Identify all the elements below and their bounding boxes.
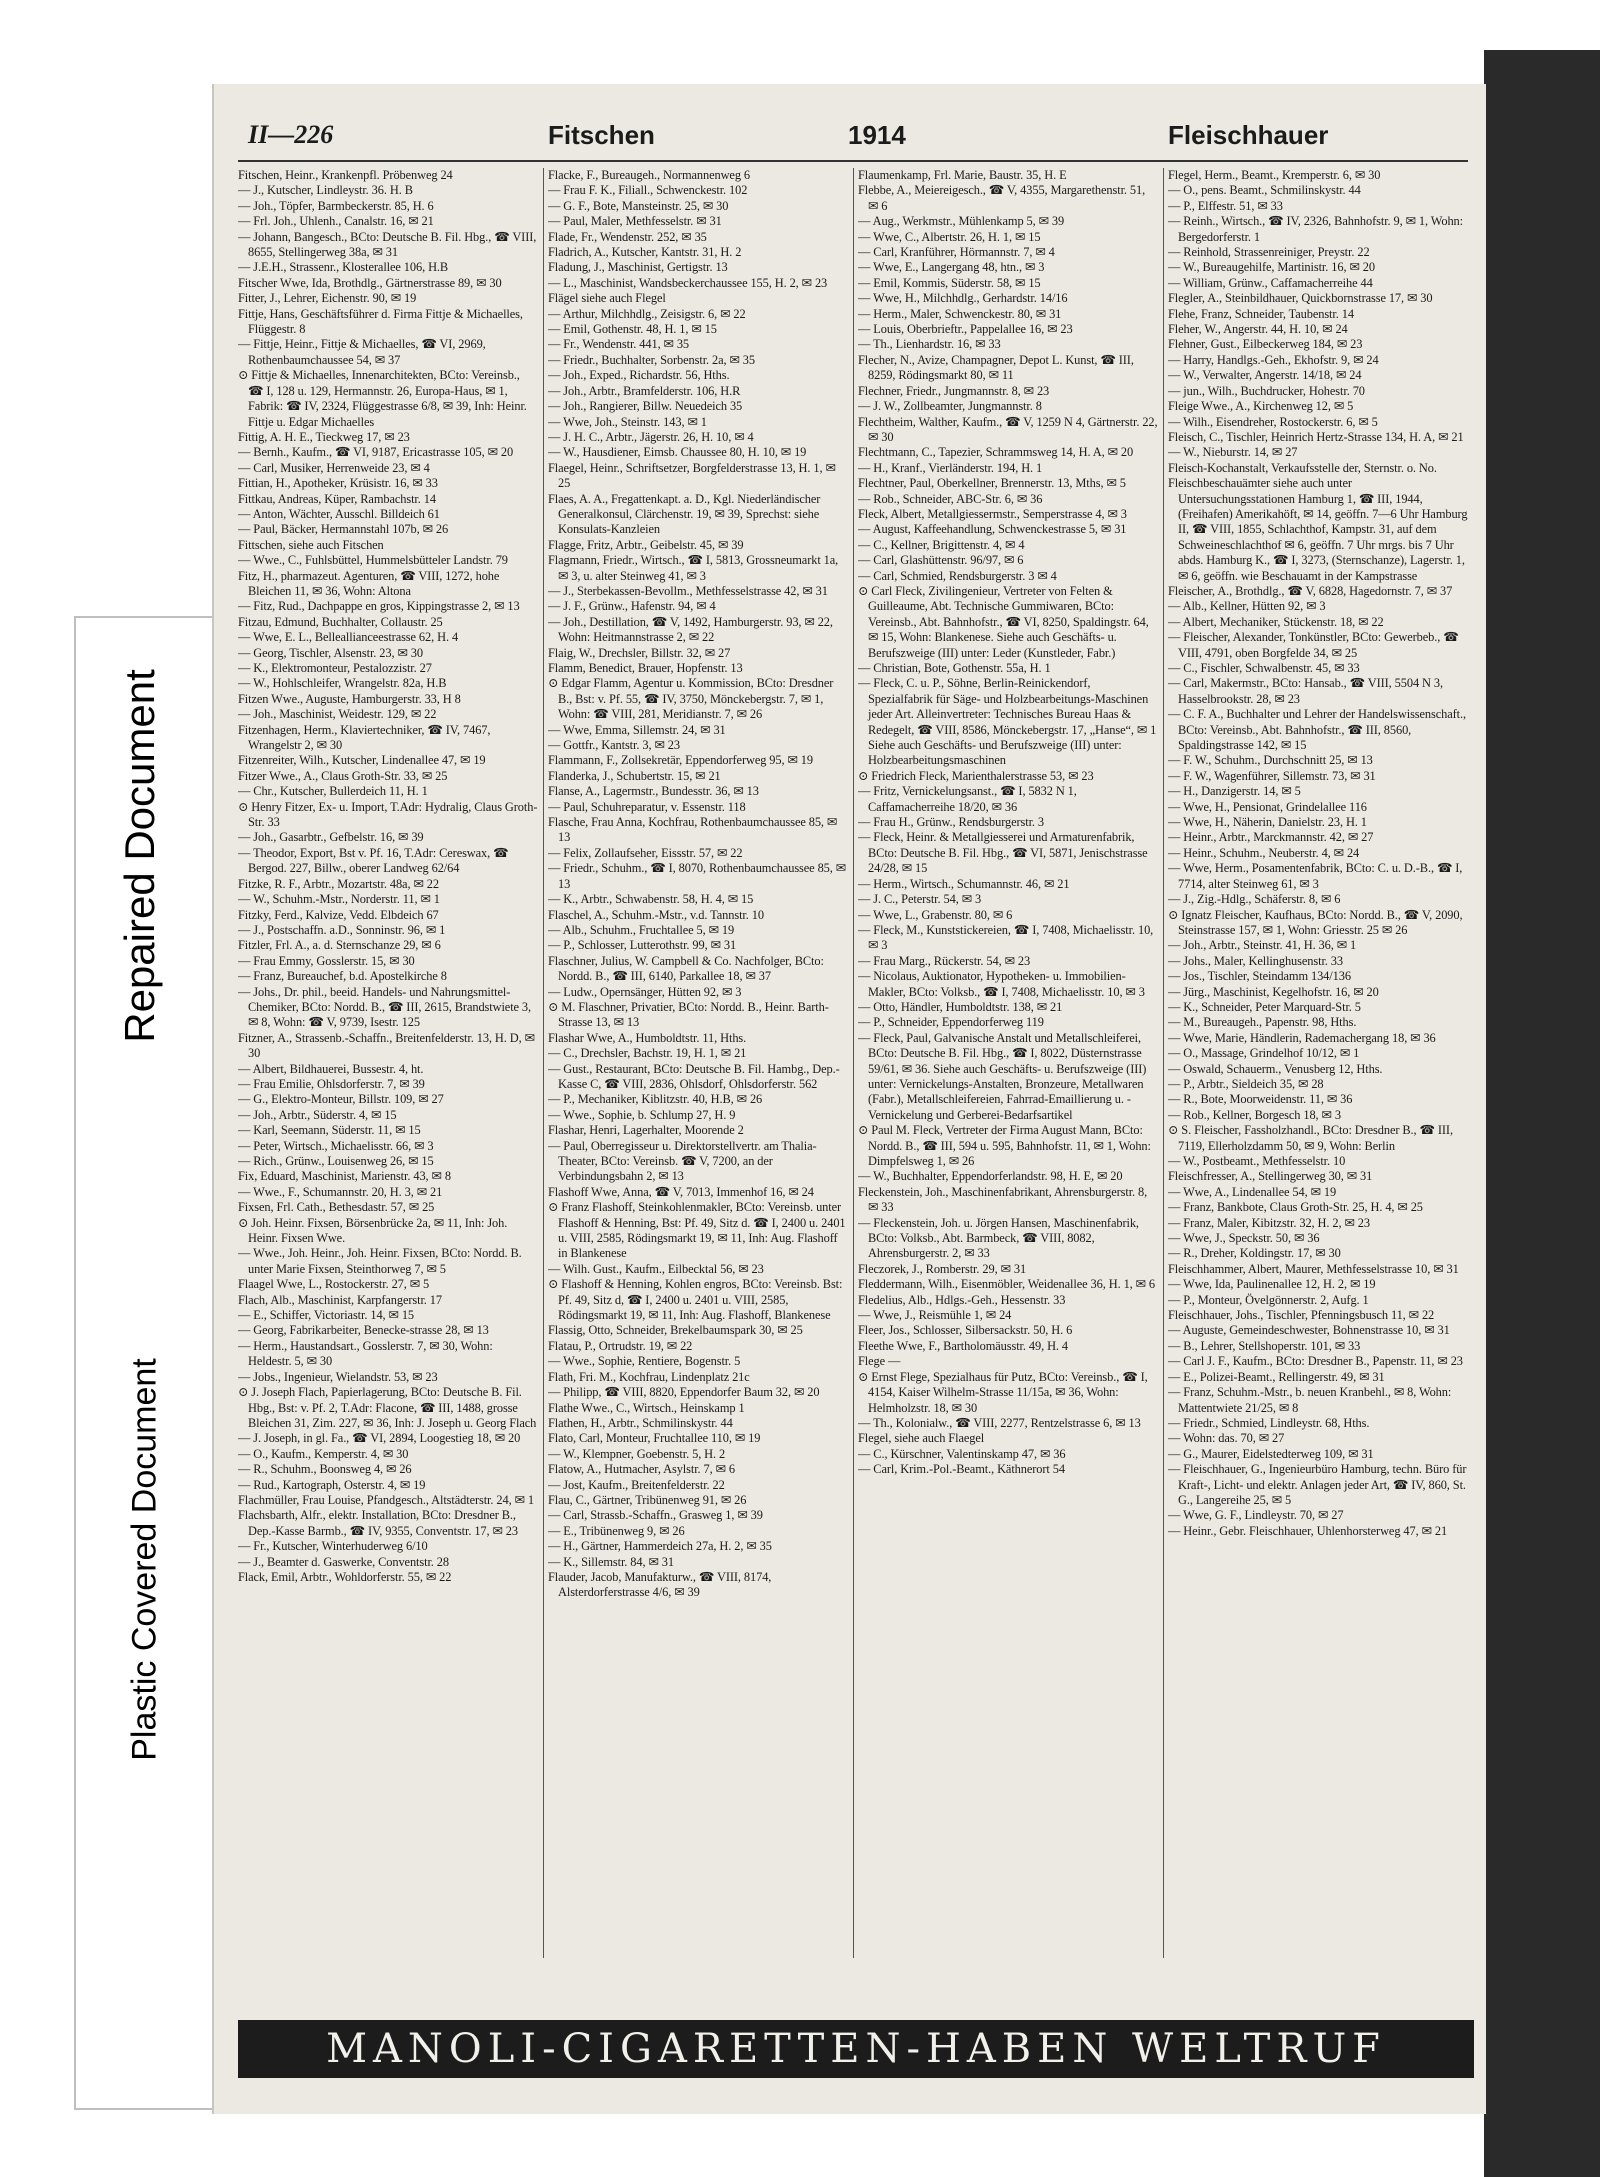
directory-entry: — Christian, Bote, Gothenstr. 55a, H. 1 [858,661,1051,675]
directory-entry: — P., Schlosser, Lutterothstr. 99, ✉ 31 [548,938,737,953]
directory-entry: — Otto, Händler, Humboldtstr. 138, ✉ 21 [858,999,1063,1014]
directory-entry: — K., Sillemstr. 84, ✉ 31 [548,1554,674,1569]
directory-entry: Flechner, Friedr., Jungmannstr. 8, ✉ 23 [858,383,1050,398]
directory-entry: — Herm., Haustandsart., Gosslerstr. 7, ✉ 30, Wohn: Heldestr. 5, ✉ 30 [238,1338,493,1369]
directory-entry: — Wwe., F., Schumannstr. 20, H. 3, ✉ 21 [238,1184,443,1199]
directory-entry: Fitzen Wwe., Auguste, Hamburgerstr. 33, H 8 [238,691,461,706]
directory-entry: Fleer, Jos., Schlosser, Silbersackstr. 50, H. 6 [858,1323,1073,1338]
directory-entry: — Frl. Joh., Uhlenh., Canalstr. 16, ✉ 21 [238,214,434,229]
directory-entry: — Fleck, Paul, Galvanische Anstalt und Metallschleiferei, BCto: Deutsche B. Fil. Hbg., ☎ I, 8022, Düsternstrasse 59/61, ✉ 36. Siehe auch Geschäfts- u. Berufszweige (III) unter: Vernickelungs-Anstalten, Bronzeure, Metallwaren (Fabr.), Metallschleifereien, Fahrrad-Emaillierung u. -Vernickelung und Gerberei-Bedarfsartikel [858,1030,1147,1122]
directory-entry: — Rich., Grünw., Louisenweg 26, ✉ 15 [238,1154,434,1168]
directory-entry: — F. W., Schuhm., Durchschnitt 25, ✉ 13 [1168,753,1373,768]
directory-entry: — Auguste, Gemeindeschwester, Bohnenstrasse 10, ✉ 31 [1168,1323,1450,1338]
directory-entry: — Wwe, H., Näherin, Danielstr. 23, H. 1 [1168,815,1367,830]
directory-entry: — W., Hohlschleifer, Wrangelstr. 82a, H.B [238,676,447,691]
directory-entry: Flanderka, J., Schubertstr. 15, ✉ 21 [548,768,721,783]
directory-entry: Fleischhammer, Albert, Maurer, Methfesselstrasse 10, ✉ 31 [1168,1261,1459,1276]
directory-entry: — Peter, Wirtsch., Michaelisstr. 66, ✉ 3 [238,1138,434,1153]
directory-entry: ⊙ Franz Flashoff, Steinkohlenmakler, BCto: Vereinsb. unter Flashoff & Henning, Bst: Pf. 49, Sitz d. ☎ I, 2400 u. 2401 u. VIII, 2585, Rödingsmarkt 19, ✉ 11, Inh: Aug. Flashoff in Blankenese [548,1200,846,1261]
directory-columns [238,168,1474,1968]
advertisement-banner: MANOLI-CIGARETTEN-HABEN WELTRUF [238,2020,1474,2078]
directory-entry: — P., Monteur, Övelgönnerstr. 2, Aufg. 1 [1168,1292,1369,1307]
directory-entry: — Carl, Schmied, Rendsburgerstr. 3 ✉ 4 [858,568,1057,583]
directory-entry: — O., Kaufm., Kemperstr. 4, ✉ 30 [238,1446,409,1461]
directory-entry: — Fittje, Heinr., Fittje & Michaelles, ☎ VI, 2969, Rothenbaumchaussee 54, ✉ 37 [238,337,486,367]
directory-entry: — Philipp, ☎ VIII, 8820, Eppendorfer Baum 32, ✉ 20 [548,1385,820,1400]
directory-entry: — W., Bureaugehilfe, Martinistr. 16, ✉ 20 [1168,260,1375,275]
directory-entry: — Wwe, J., Speckstr. 50, ✉ 36 [1168,1231,1320,1246]
directory-entry: ⊙ Friedrich Fleck, Marienthalerstrasse 53, ✉ 23 [858,768,1094,783]
directory-entry: — Reinhold, Strassenreiniger, Preystr. 22 [1168,245,1370,260]
directory-entry: — Wilh., Eisendreher, Rostockerstr. 6, ✉ 5 [1168,414,1378,429]
directory-entry: ⊙ Ernst Flege, Spezialhaus für Putz, BCto: Vereinsb., ☎ I, 4154, Kaiser Wilhelm-Strasse 11/15a, ✉ 36, Wohn: Helmholzstr. 18, ✉ 30 [858,1369,1148,1415]
directory-entry: Fleischfresser, A., Stellingerweg 30, ✉ 31 [1168,1169,1373,1184]
directory-entry: — K., Elektromonteur, Pestalozzistr. 27 [238,661,432,675]
directory-entry: — W., Schuhm.-Mstr., Norderstr. 11, ✉ 1 [238,892,440,907]
directory-entry: Flatow, A., Hutmacher, Asylstr. 7, ✉ 6 [548,1462,736,1477]
directory-entry: Flamm, Benedict, Brauer, Hopfenstr. 13 [548,661,743,675]
directory-entry: — Wwe, Joh., Steinstr. 143, ✉ 1 [548,414,707,429]
directory-entry: — Fritz, Vernickelungsanst., ☎ I, 5832 N 1, Caffamacherreihe 18/20, ✉ 36 [858,784,1077,814]
directory-entry: — Fleckenstein, Joh. u. Jörgen Hansen, Maschinenfabrik, BCto: Volksb., Abt. Barmbeck, ☎ VIII, 8082, Ahrensburgerstr. 2, ✉ 33 [858,1215,1139,1261]
directory-entry: Flacke, F., Bureaugeh., Normannenweg 6 [548,168,751,182]
directory-entry: — Emil, Gothenstr. 48, H. 1, ✉ 15 [548,322,717,337]
directory-entry: Flato, Carl, Monteur, Fruchtallee 110, ✉ 19 [548,1431,761,1446]
directory-entry: Fleczorek, J., Romberstr. 29, ✉ 31 [858,1261,1027,1276]
repaired-document-label: Repaired Document [116,669,163,1043]
directory-entry: — Alb., Schuhm., Fruchtallee 5, ✉ 19 [548,922,735,937]
directory-entry: ⊙ Ignatz Fleischer, Kaufhaus, BCto: Nordd. B., ☎ V, 2090, Steinstrasse 157, ✉ 1, Wohn: Griesstr. 25 ✉ 26 [1168,907,1463,937]
directory-entry: Flaagel Wwe, L., Rostockerstr. 27, ✉ 5 [238,1277,430,1292]
directory-entry: — F. W., Wagenführer, Sillemstr. 73, ✉ 31 [1168,768,1376,783]
directory-entry: Flachsbarth, Alfr., elektr. Installation, BCto: Dresdner B., Dep.-Kasse Barmb., ☎ IV, 9355, Conventstr. 17, ✉ 23 [238,1508,518,1538]
directory-entry: — M., Bureaugeh., Papenstr. 98, Hths. [1168,1015,1357,1030]
directory-entry: Fitz, H., pharmazeut. Agenturen, ☎ VIII, 1272, hohe Bleichen 11, ✉ 36, Wohn: Altona [238,568,500,598]
directory-entry: — W., Postbeamt., Methfesselstr. 10 [1168,1154,1346,1168]
directory-entry: Flaig, W., Drechsler, Billstr. 32, ✉ 27 [548,645,731,660]
directory-entry: — Rob., Kellner, Borgesch 18, ✉ 3 [1168,1107,1341,1122]
directory-entry: ⊙ Joh. Heinr. Fixsen, Börsenbrücke 2a, ✉ 11, Inh: Joh. Heinr. Fixsen Wwe. [238,1215,508,1246]
directory-entry: — Joh., Maschinist, Weidestr. 129, ✉ 22 [238,707,437,722]
directory-entry: — Wwe, E., Langergang 48, htn., ✉ 3 [858,260,1045,275]
directory-entry: — Gottfr., Kantstr. 3, ✉ 23 [548,738,680,753]
directory-entry: — Frau Emilie, Ohlsdorferstr. 7, ✉ 39 [238,1076,425,1091]
directory-entry: Fitzenhagen, Herm., Klaviertechniker, ☎ IV, 7467, Wrangelstr 2, ✉ 30 [238,722,491,753]
directory-entry: — Joh., Arbtr., Bramfelderstr. 106, H.R [548,383,741,398]
directory-entry: — C., Kürschner, Valentinskamp 47, ✉ 36 [858,1446,1066,1461]
directory-entry: Fitzler, Frl. A., a. d. Sternschanze 29, ✉ 6 [238,938,441,953]
directory-entry: — H., Gärtner, Hammerdeich 27a, H. 2, ✉ 35 [548,1539,772,1554]
directory-entry: — Wwe, G. F., Lindleystr. 70, ✉ 27 [1168,1508,1344,1523]
directory-entry: Fitzenreiter, Wilh., Kutscher, Lindenallee 47, ✉ 19 [238,753,486,768]
directory-entry: — C., Fischler, Schwalbenstr. 45, ✉ 33 [1168,661,1360,675]
directory-entry: Fitzau, Edmund, Buchhalter, Collaustr. 25 [238,614,443,629]
directory-entry: — Rob., Schneider, ABC-Str. 6, ✉ 36 [858,491,1043,506]
directory-entry: — K., Schneider, Peter Marquard-Str. 5 [1168,999,1361,1014]
directory-entry: — H., Kranf., Vierländerstr. 194, H. 1 [858,460,1043,475]
directory-entry: Fleher, W., Angerstr. 44, H. 10, ✉ 24 [1168,322,1348,337]
directory-entry: — Wwe, Marie, Händlerin, Rademachergang 18, ✉ 36 [1168,1030,1436,1045]
directory-entry: Flegel, siehe auch Flaegel [858,1431,985,1446]
directory-entry: ⊙ J. Joseph Flach, Papierlagerung, BCto: Deutsche B. Fil. Hbg., Bst: v. Pf. 2, T.Adr: Flacone, ☎ III, 1488, grosse Bleichen 31, Zim. 227, ✉ 36, Inh: J. Joseph u. Georg Flach [238,1385,537,1430]
directory-entry: — W., Buchhalter, Eppendorferlandstr. 98, H. E, ✉ 20 [858,1169,1123,1184]
directory-entry: Flechtner, Paul, Oberkellner, Brennerstr. 13, Mths, ✉ 5 [858,476,1126,491]
directory-entry: Flehe, Franz, Schneider, Taubenstr. 14 [1168,306,1354,321]
directory-entry: — O., Massage, Grindelhof 10/12, ✉ 1 [1168,1046,1360,1061]
directory-entry: — J.E.H., Strassenr., Klosterallee 106, H.B [238,260,449,275]
directory-entry: — Wwe, Herm., Posamentenfabrik, BCto: C. u. D.-B., ☎ I, 7714, alter Steinweg 61, ✉ 3 [1168,861,1463,891]
directory-entry: Flaes, A. A., Fregattenkapt. a. D., Kgl. Niederländischer Generalkonsul, Clärchenstr. 19, ✉ 39, Sprechst: siehe Konsulats-Kanzleien [548,491,821,537]
directory-entry: — Fleck, M., Kunststickereien, ☎ I, 7408, Michaelisstr. 10, ✉ 3 [858,922,1154,953]
directory-entry: Flathe Wwe., C., Wirtsch., Heinskamp 1 [548,1400,745,1415]
directory-entry: ⊙ Flashoff & Henning, Kohlen engros, BCto: Vereinsb. Bst: Pf. 49, Sitz d, ☎ I, 2400 u. 2401 u. VIII, 2585, Rödingsmarkt 19, ✉ 11, Inh: Aug. Flashoff, Blankenese [548,1277,843,1323]
directory-entry: — K., Arbtr., Schwabenstr. 58, H. 4, ✉ 15 [548,892,754,907]
directory-entry: — Frau Emmy, Gosslerstr. 15, ✉ 30 [238,953,415,968]
directory-entry: Fitter, J., Lehrer, Eichenstr. 90, ✉ 19 [238,291,417,306]
directory-entry: Flechtheim, Walther, Kaufm., ☎ V, 1259 N 4, Gärtnerstr. 22, ✉ 30 [858,414,1158,444]
directory-entry: — W., Hausdiener, Eimsb. Chaussee 80, H. 10, ✉ 19 [548,445,807,460]
directory-entry: — Fleck, C. u. P., Söhne, Berlin-Reinickendorf, Spezialfabrik für Säge- und Holzbearbeitungs-Maschinen jeder Art. Alleinvertreter: Technisches Bureau Haas & Redegelt, ☎ VIII, 8586, Mönckebergstr. 17, „Hanse“, ✉ 1 Siehe auch Geschäfts- und Berufszweige (III) unter: Holzbearbeitungsmaschinen [858,676,1157,768]
directory-entry: — Carl J. F., Kaufm., BCto: Dresdner B., Papenstr. 11, ✉ 23 [1168,1354,1463,1369]
directory-entry: Flege — [858,1354,901,1369]
directory-entry: Fleddermann, Wilh., Eisenmöbler, Weidenallee 36, H. 1, ✉ 6 [858,1277,1156,1292]
directory-entry: — Wohn: das. 70, ✉ 27 [1168,1431,1285,1446]
directory-entry: — Paul, Maler, Methfesselstr. ✉ 31 [548,214,722,229]
column-3 [858,168,1158,1968]
page-number: II—226 [248,120,334,149]
directory-entry: — Wwe., Sophie, b. Schlump 27, H. 9 [548,1107,736,1122]
directory-entry: Flassig, Otto, Schneider, Brekelbaumspark 30, ✉ 25 [548,1323,803,1338]
directory-entry: ⊙ M. Flaschner, Privatier, BCto: Nordd. B., Heinr. Barth-Strasse 13, ✉ 13 [548,999,829,1030]
header-year: 1914 [848,120,906,150]
directory-entry: — Emil, Kommis, Süderstr. 58, ✉ 15 [858,275,1041,290]
directory-entry: — J., Zig.-Hdlg., Schäferstr. 8, ✉ 6 [1168,892,1341,907]
directory-entry: ⊙ Carl Fleck, Zivilingenieur, Vertreter von Felten & Guilleaume, Abt. Technische Gummiwaren, BCto: Vereinsb., Abt. Bahnhofstr., ☎ VI, 8250, Spaldingstr. 64, ✉ 15, Wohn: Blankenese. Siehe auch Geschäfts- u. Berufszweige (III) unter: Leder (Kunstleder, Fabr.) [858,583,1149,660]
directory-entry: — Oswald, Schauerm., Venusberg 12, Hths. [1168,1061,1383,1076]
directory-entry: — Joh., Rangierer, Billw. Neuedeich 35 [548,399,743,414]
directory-entry: Flebbe, A., Meiereigesch., ☎ V, 4355, Margarethenstr. 51, ✉ 6 [858,183,1146,213]
directory-entry: — J. C., Peterstr. 54, ✉ 3 [858,892,982,907]
directory-entry: — Fitz, Rud., Dachpappe en gros, Kippingstrasse 2, ✉ 13 [238,599,520,614]
directory-entry: — Heinr., Gebr. Fleischhauer, Uhlenhorsterweg 47, ✉ 21 [1168,1523,1448,1538]
directory-entry: Flashar, Henri, Lagerhalter, Moorende 2 [548,1123,744,1138]
directory-entry: — Felix, Zollaufseher, Eissstr. 57, ✉ 22 [548,845,743,860]
directory-entry: Flegel, Herm., Beamt., Kremperstr. 6, ✉ 30 [1168,168,1381,182]
directory-entry: — Wwe, J., Reismühle 1, ✉ 24 [858,1308,1012,1323]
directory-entry: — Carl, Kranführer, Hörmannstr. 7, ✉ 4 [858,245,1055,260]
directory-entry: — Johann, Bangesch., BCto: Deutsche B. Fil. Hbg., ☎ VIII, 8655, Stellingerweg 38a, ✉ 31 [238,229,537,260]
directory-entry: — Alb., Kellner, Hütten 92, ✉ 3 [1168,599,1326,614]
header-last-name: Fleischhauer [1168,120,1329,150]
directory-entry: — William, Grünw., Caffamacherreihe 44 [1168,275,1373,290]
directory-entry: Fledelius, Alb., Hdlgs.-Geh., Hessenstr. 33 [858,1292,1066,1307]
directory-entry: Fleischhauer, Johs., Tischler, Pfenningsbusch 11, ✉ 22 [1168,1308,1435,1323]
directory-entry: — Johs., Dr. phil., beeid. Handels- und Nahrungsmittel-Chemiker, BCto: Nordd. B., ☎ III, 2615, Brandstwiete 3, ✉ 8, Wohn: ☎ V, 9739, Isestr. 125 [238,984,532,1030]
directory-entry: — Franz, Bankbote, Claus Groth-Str. 25, H. 4, ✉ 25 [1168,1200,1423,1215]
label-box-left [74,618,76,2108]
directory-entry: — Fr., Wendenstr. 441, ✉ 35 [548,337,690,352]
directory-entry: — Th., Lienhardstr. 16, ✉ 33 [858,337,1001,352]
directory-entry: Fladrich, A., Kutscher, Kantstr. 31, H. 2 [548,245,742,260]
directory-entry: Fittje, Hans, Geschäftsführer d. Firma Fittje & Michaelles, Flüggestr. 8 [238,306,523,337]
directory-entry: — Wwe, C., Albertstr. 26, H. 1, ✉ 15 [858,229,1041,244]
directory-entry: — Aug., Werkmstr., Mühlenkamp 5, ✉ 39 [858,214,1065,229]
directory-entry: — jun., Wilh., Buchdrucker, Hohestr. 70 [1168,383,1365,398]
directory-entry: — Reinh., Wirtsch., ☎ IV, 2326, Bahnhofstr. 9, ✉ 1, Wohn: Bergedorferstr. 1 [1168,214,1463,244]
directory-entry: Flath, Fri. M., Kochfrau, Lindenplatz 21c [548,1369,750,1384]
label-box-bottom [74,2108,214,2110]
directory-entry: Flade, Fr., Wendenstr. 252, ✉ 35 [548,229,707,244]
directory-entry: Flecher, N., Avize, Champagner, Depot L. Kunst, ☎ III, 8259, Rödingsmarkt 80, ✉ 11 [858,352,1134,383]
directory-entry: ⊙ Henry Fitzer, Ex- u. Import, T.Adr: Hydralig, Claus Groth-Str. 33 [238,799,538,830]
directory-entry: — Franz, Bureauchef, b.d. Apostelkirche 8 [238,969,447,984]
directory-entry: — Ludw., Opernsänger, Hütten 92, ✉ 3 [548,984,742,999]
directory-entry: Flägel siehe auch Flegel [548,291,666,306]
directory-entry: Fleisch-Kochanstalt, Verkaufsstelle der, Sternstr. o. No. [1168,460,1437,475]
directory-entry: — J. F., Grünw., Hafenstr. 94, ✉ 4 [548,599,716,614]
directory-entry: Fladung, J., Maschinist, Gertigstr. 13 [548,260,728,275]
directory-entry: — W., Nieburstr. 14, ✉ 27 [1168,445,1298,460]
directory-entry: — W., Klempner, Goebenstr. 5, H. 2 [548,1446,726,1461]
directory-entry: — Jos., Tischler, Steindamm 134/136 [1168,969,1351,984]
page-header [238,120,1468,160]
directory-entry: Flaschel, A., Schuhm.-Mstr., v.d. Tannstr. 10 [548,907,764,922]
directory-entry: — Joh., Arbtr., Süderstr. 4, ✉ 15 [238,1107,397,1122]
directory-entry: Fixsen, Frl. Cath., Bethesdastr. 57, ✉ 25 [238,1200,435,1215]
directory-entry: Flammann, F., Zollsekretär, Eppendorferweg 95, ✉ 19 [548,753,813,768]
directory-entry: — Herm., Wirtsch., Schumannstr. 46, ✉ 21 [858,876,1070,891]
directory-entry: — Joh., Arbtr., Steinstr. 41, H. 36, ✉ 1 [1168,938,1357,953]
directory-entry: — Joh., Destillation, ☎ V, 1492, Hamburgerstr. 93, ✉ 22, Wohn: Heitmannstrasse 2, ✉ 22 [548,614,833,645]
directory-entry: Fleischer, A., Brothdlg., ☎ V, 6828, Hagedornstr. 7, ✉ 37 [1168,583,1453,598]
directory-entry: — Wwe, Emma, Sillemstr. 24, ✉ 31 [548,722,726,737]
directory-entry: — Wwe, A., Lindenallee 54, ✉ 19 [1168,1184,1337,1199]
directory-entry: Flathen, H., Arbtr., Schmilinskystr. 44 [548,1415,733,1430]
directory-entry: Flanse, A., Lagermstr., Bundesstr. 36, ✉ 13 [548,784,759,799]
directory-entry: — Wwe, L., Grabenstr. 80, ✉ 6 [858,907,1013,922]
directory-entry: — Louis, Oberbrieftr., Pappelallee 16, ✉ 23 [858,322,1073,337]
directory-entry: — Johs., Maler, Kellinghusenstr. 33 [1168,953,1343,968]
directory-entry: Fix, Eduard, Maschinist, Marienstr. 43, ✉ 8 [238,1169,451,1184]
directory-entry: Fittig, A. H. E., Tieckweg 17, ✉ 23 [238,429,410,444]
directory-entry: — J., Sterbekassen-Bevollm., Methfesselstrasse 42, ✉ 31 [548,583,828,598]
directory-entry: — Fleischhauer, G., Ingenieurbüro Hamburg, techn. Büro für Kraft-, Licht- und elektr. Anlagen jeder Art, ☎ IV, 860, St. G., Langereihe 25, ✉ 5 [1168,1462,1467,1507]
directory-entry: — Fleck, Heinr. & Metallgiesserei und Armaturenfabrik, BCto: Deutsche B. Fil. Hbg., ☎ VI, 5871, Jenischstrasse 24/28, ✉ 15 [858,830,1148,876]
directory-entry: Fleckenstein, Joh., Maschinenfabrikant, Ahrensburgerstr. 8, ✉ 33 [858,1184,1148,1215]
directory-entry: — Frau F. K., Filiall., Schwenckestr. 102 [548,183,748,198]
directory-entry: — Nicolaus, Auktionator, Hypotheken- u. Immobilien-Makler, BCto: Volksb., ☎ I, 7408, Michaelisstr. 10, ✉ 3 [858,969,1145,999]
directory-entry: Flegler, A., Steinbildhauer, Quickbornstrasse 17, ✉ 30 [1168,291,1433,306]
directory-entry: — Fr., Kutscher, Winterhuderweg 6/10 [238,1539,428,1554]
directory-entry: — Anton, Wächter, Ausschl. Billdeich 61 [238,506,440,521]
directory-entry: — Joh., Exped., Richardstr. 56, Hths. [548,368,730,383]
directory-entry: ⊙ Fittje & Michaelles, Innenarchitekten, BCto: Vereinsb., ☎ I, 128 u. 129, Hermannstr. 26, Europa-Haus, ✉ 1, Fabrik: ☎ IV, 2324, Flüggestrasse 6/8, ✉ 39, Inh: Heinr. Fittje u. Edgar Michaelles [238,368,527,429]
directory-entry: — Georg, Fabrikarbeiter, Benecke-strasse 28, ✉ 13 [238,1323,489,1338]
directory-entry: Flagmann, Friedr., Wirtsch., ☎ I, 5813, Grossneumarkt 1a, ✉ 3, u. alter Steinweg 41, ✉ 3 [548,553,839,583]
directory-entry: — C., Drechsler, Bachstr. 19, H. 1, ✉ 21 [548,1046,747,1061]
directory-entry: — O., pens. Beamt., Schmilinskystr. 44 [1168,183,1361,198]
directory-entry: — Wwe., Joh. Heinr., Joh. Heinr. Fixsen, BCto: Nordd. B. unter Marie Fixsen, Steinthorweg 7, ✉ 5 [238,1246,522,1276]
directory-entry: — Rud., Kartograph, Osterstr. 4, ✉ 19 [238,1477,426,1492]
directory-entry: Fittkau, Andreas, Küper, Rambachstr. 14 [238,491,436,506]
directory-entry: Fleige Wwe., A., Kirchenweg 12, ✉ 5 [1168,399,1354,414]
column-2 [548,168,848,1968]
directory-entry: Fitzner, A., Strassenb.-Schaffn., Breitenfelderstr. 13, H. D, ✉ 30 [238,1030,535,1061]
directory-entry: — Karl, Seemann, Süderstr. 11, ✉ 15 [238,1123,421,1138]
directory-entry: — Th., Kolonialw., ☎ VIII, 2277, Rentzelstrasse 6, ✉ 13 [858,1415,1141,1430]
directory-entry: — Paul, Oberregisseur u. Direktorstellvertr. am Thalia-Theater, BCto: Vereinsb. ☎ V, 7200, an der Verbindungsbahn 2, ✉ 13 [548,1138,817,1184]
header-rule [238,160,1468,162]
directory-entry: Fleischbeschauämter siehe auch unter Untersuchungsstationen Hamburg 1, ☎ III, 1944, (Freihafen) Amerikahöft, ✉ 14, geöffn. 7—6 Uhr Hamburg II, ☎ VIII, 1855, Schlachthof, Kampstr. 31, auf dem Schweineschlachthof ✉ 6, geöffn. 7 Uhr mrgs. bis 7 Uhr abds. Hamburg K., ☎ I, 3273, (Sternschanze), Lagerstr. 1, ✉ 6, geöffn. wie Beschauamt in der Kampstrasse [1168,476,1468,583]
directory-entry: — Wwe, E. L., Belleallianceestrasse 62, H. 4 [238,630,459,645]
directory-entry: — J. H. C., Arbtr., Jägerstr. 26, H. 10, ✉ 4 [548,429,754,444]
directory-entry: — E., Schiffer, Victoriastr. 14, ✉ 15 [238,1308,415,1323]
directory-entry: Flachmüller, Frau Louise, Pfandgesch., Altstädterstr. 24, ✉ 1 [238,1492,534,1507]
directory-entry: Flehner, Gust., Eilbeckerweg 184, ✉ 23 [1168,337,1363,352]
directory-entry: — Jost, Kaufm., Breitenfelderstr. 22 [548,1477,725,1492]
directory-entry: — Carl, Glashüttenstr. 96/97, ✉ 6 [858,553,1024,568]
directory-entry: Flashar Wwe, A., Humboldtstr. 11, Hths. [548,1030,747,1045]
directory-entry: — E., Tribünenweg 9, ✉ 26 [548,1523,685,1538]
directory-entry: — Wwe, H., Milchhdlg., Gerhardstr. 14/16 [858,291,1068,306]
directory-entry: Flau, C., Gärtner, Tribünenweg 91, ✉ 26 [548,1492,747,1507]
header-first-name: Fitschen [548,120,655,150]
directory-entry: — G. F., Bote, Mansteinstr. 25, ✉ 30 [548,198,729,213]
directory-entry: — Paul, Schuhreparatur, v. Essenstr. 118 [548,799,746,814]
directory-entry: — Wwe., C., Fuhlsbüttel, Hummelsbütteler Landstr. 79 [238,553,508,568]
directory-entry: — G., Maurer, Eidelstedterweg 109, ✉ 31 [1168,1446,1374,1461]
directory-entry: Fleisch, C., Tischler, Heinrich Hertz-Strasse 134, H. A, ✉ 21 [1168,429,1464,444]
directory-entry: — L., Maschinist, Wandsbeckerchaussee 155, H. 2, ✉ 23 [548,275,828,290]
directory-entry: Flagge, Fritz, Arbtr., Geibelstr. 45, ✉ 39 [548,537,744,552]
directory-entry: — J., Kutscher, Lindleystr. 36. H. B [238,183,413,198]
directory-entry: — Frau Marg., Rückerstr. 54, ✉ 23 [858,953,1031,968]
directory-entry: — G., Elektro-Monteur, Billstr. 109, ✉ 27 [238,1092,444,1107]
directory-entry: Flatau, P., Ortrudstr. 19, ✉ 22 [548,1338,693,1353]
directory-entry: ⊙ Paul M. Fleck, Vertreter der Firma August Mann, BCto: Nordd. B., ☎ III, 594 u. 595, Bahnhofstr. 11, ✉ 1, Wohn: Dimpfelsweg 1, ✉ 26 [858,1123,1151,1168]
directory-entry: Fitscher Wwe, Ida, Brothdlg., Gärtnerstrasse 89, ✉ 30 [238,275,502,290]
directory-entry: Fittschen, siehe auch Fitschen [238,537,384,552]
directory-entry: — Wilh. Gust., Kaufm., Eilbecktal 56, ✉ 23 [548,1261,764,1276]
directory-entry: — R., Dreher, Koldingstr. 17, ✉ 30 [1168,1246,1341,1261]
directory-entry: — Carl, Krim.-Pol.-Beamt., Käthnerort 54 [858,1462,1065,1477]
directory-entry: — Heinr., Arbtr., Marckmannstr. 42, ✉ 27 [1168,830,1374,845]
directory-entry: Flashoff Wwe, Anna, ☎ V, 7013, Immenhof 16, ✉ 24 [548,1184,814,1199]
directory-entry: — P., Schneider, Eppendorferweg 119 [858,1015,1044,1030]
directory-entry: — R., Bote, Moorweidenstr. 11, ✉ 36 [1168,1092,1353,1107]
directory-entry: — Wwe., Sophie, Rentiere, Bogenstr. 5 [548,1354,741,1369]
directory-entry: — August, Kaffeehandlung, Schwenckestrasse 5, ✉ 31 [858,522,1127,537]
directory-entry: — Friedr., Schmied, Lindleystr. 68, Hths. [1168,1415,1370,1430]
directory-entry: — Frau H., Grünw., Rendsburgerstr. 3 [858,815,1045,830]
directory-entry: — Albert, Bildhauerei, Bussestr. 4, ht. [238,1061,424,1076]
directory-entry: — Carl, Makermstr., BCto: Hansab., ☎ VIII, 5504 N 3, Hasselbrookstr. 28, ✉ 23 [1168,676,1443,706]
directory-entry: Fleck, Albert, Metallgiessermstr., Semperstrasse 4, ✉ 3 [858,506,1127,521]
directory-entry: — Fleischer, Alexander, Tonkünstler, BCto: Gewerbeb., ☎ VIII, 4791, oben Borgfelde 34, ✉ 25 [1168,630,1459,660]
directory-entry: — Wwe, Ida, Paulinenallee 12, H. 2, ✉ 19 [1168,1277,1376,1292]
directory-entry: — Joh., Gasarbtr., Gefbelstr. 16, ✉ 39 [238,830,424,845]
directory-entry: Fitzke, R. F., Arbtr., Mozartstr. 48a, ✉ 22 [238,876,439,891]
directory-entry: Fitzer Wwe., A., Claus Groth-Str. 33, ✉ 25 [238,768,448,783]
directory-entry: Fittian, H., Apotheker, Krüsistr. 16, ✉ 33 [238,476,438,491]
directory-entry: — J., Beamter d. Gaswerke, Conventstr. 28 [238,1554,449,1569]
directory-entry: — Albert, Mechaniker, Stückenstr. 18, ✉ 22 [1168,614,1384,629]
directory-entry: — Arthur, Milchhdlg., Zeisigstr. 6, ✉ 22 [548,306,746,321]
directory-entry: — Bernh., Kaufm., ☎ VI, 9187, Ericastrasse 105, ✉ 20 [238,445,514,460]
directory-entry: Flach, Alb., Maschinist, Karpfangerstr. 17 [238,1292,442,1307]
directory-entry: — H., Danzigerstr. 14, ✉ 5 [1168,784,1301,799]
directory-entry: — C. F. A., Buchhalter und Lehrer der Handelswissenschaft., BCto: Vereinsb., Abt. Bahnhofstr., ☎ III, 8560, Spaldingstrasse 142, ✉ 15 [1168,707,1466,753]
directory-entry: — B., Lehrer, Stellshoperstr. 101, ✉ 33 [1168,1338,1361,1353]
directory-entry: — Georg, Tischler, Alsenstr. 23, ✉ 30 [238,645,423,660]
directory-entry: — J., Postschaffn. a.D., Sonninstr. 96, ✉ 1 [238,922,446,937]
directory-entry: — Franz, Schuhm.-Mstr., b. neuen Kranbehl., ✉ 8, Wohn: Mattentwiete 21/25, ✉ 8 [1168,1385,1452,1415]
directory-page [212,84,1486,2114]
directory-entry: — R., Schuhm., Boonsweg 4, ✉ 26 [238,1462,412,1477]
directory-entry: Flack, Emil, Arbtr., Wohldorferstr. 55, ✉ 22 [238,1569,452,1584]
directory-entry: — E., Polizei-Beamt., Rellingerstr. 49, ✉ 31 [1168,1369,1385,1384]
directory-entry: — Wwe, H., Pensionat, Grindelallee 116 [1168,799,1367,814]
directory-entry: — Herm., Maler, Schwenckestr. 80, ✉ 31 [858,306,1062,321]
directory-entry: — Friedr., Schuhm., ☎ I, 8070, Rothenbaumchaussee 85, ✉ 13 [548,861,847,891]
directory-entry: Flaumenkamp, Frl. Marie, Baustr. 35, H. E [858,168,1067,182]
directory-entry: Flauder, Jacob, Manufakturw., ☎ VIII, 8174, Alsterdorferstrasse 4/6, ✉ 39 [548,1569,772,1600]
directory-entry: — J. Joseph, in gl. Fa., ☎ VI, 2894, Loogestieg 18, ✉ 20 [238,1431,521,1446]
directory-entry: — Franz, Maler, Kibitzstr. 32, H. 2, ✉ 23 [1168,1215,1370,1230]
directory-entry: — C., Kellner, Brigittenstr. 4, ✉ 4 [858,537,1025,552]
directory-entry: — Gust., Restaurant, BCto: Deutsche B. Fil. Hambg., Dep.-Kasse C, ☎ VIII, 2836, Ohlsdorf, Ohlsdorferstr. 562 [548,1061,840,1091]
directory-entry: — J. W., Zollbeamter, Jungmannstr. 8 [858,399,1042,414]
directory-entry: — P., Arbtr., Sieldeich 35, ✉ 28 [1168,1076,1324,1091]
directory-entry: ⊙ Edgar Flamm, Agentur u. Kommission, BCto: Dresdner B., Bst: v. Pf. 55, ☎ IV, 3750, Mönckebergstr. 7, ✉ 1, Wohn: ☎ VIII, 281, Meridianstr. 7, ✉ 26 [548,676,834,722]
directory-entry: — W., Verwalter, Angerstr. 14/18, ✉ 24 [1168,368,1362,383]
directory-entry: Flaschner, Julius, W. Campbell & Co. Nachfolger, BCto: Nordd. B., ☎ III, 6140, Parkallee 18, ✉ 37 [548,953,824,984]
directory-entry: — Harry, Handlgs.-Geh., Ekhofstr. 9, ✉ 24 [1168,352,1379,367]
plastic-covered-document-label: Plastic Covered Document [125,1358,164,1761]
column-1 [238,168,538,1968]
directory-entry: Flechtmann, C., Tapezier, Schrammsweg 14, H. A, ✉ 20 [858,445,1134,460]
directory-entry: — P., Mechaniker, Kiblitzstr. 40, H.B, ✉ 26 [548,1092,763,1107]
directory-entry: — Joh., Töpfer, Barmbeckerstr. 85, H. 6 [238,198,434,213]
directory-entry: — Chr., Kutscher, Bullerdeich 11, H. 1 [238,784,428,799]
directory-entry: Fitschen, Heinr., Krankenpfl. Pröbenweg 24 [238,168,453,182]
directory-entry: — Carl, Musiker, Herrenweide 23, ✉ 4 [238,460,430,475]
directory-entry: Fleethe Wwe, F., Bartholomäusstr. 49, H. 4 [858,1338,1069,1353]
directory-entry: — Carl, Strassb.-Schaffn., Grasweg 1, ✉ 39 [548,1508,763,1523]
directory-entry: — Jobs., Ingenieur, Wielandstr. 53, ✉ 23 [238,1369,438,1384]
dark-edge-strip [1484,50,1600,2177]
directory-entry: — P., Elffestr. 51, ✉ 33 [1168,198,1283,213]
directory-entry: Flaegel, Heinr., Schriftsetzer, Borgfelderstrasse 13, H. 1, ✉ 25 [548,460,836,491]
directory-entry: — Paul, Bäcker, Hermannstahl 107b, ✉ 26 [238,522,449,537]
directory-entry: ⊙ S. Fleischer, Fassholzhandl., BCto: Dresdner B., ☎ III, 7119, Ellerholzdamm 50, ✉ 9, Wohn: Berlin [1168,1123,1453,1153]
directory-entry: — Friedr., Buchhalter, Sorbenstr. 2a, ✉ 35 [548,352,756,367]
directory-entry: Flasche, Frau Anna, Kochfrau, Rothenbaumchaussee 85, ✉ 13 [548,815,838,845]
column-4 [1168,168,1468,1968]
side-labels [0,0,164,2177]
directory-entry: Fitzky, Ferd., Kalvize, Vedd. Elbdeich 67 [238,907,439,922]
directory-entry: — Heinr., Schuhm., Neuberstr. 4, ✉ 24 [1168,845,1360,860]
directory-entry: — Jürg., Maschinist, Kegelhofstr. 16, ✉ 20 [1168,984,1379,999]
directory-entry: — Theodor, Export, Bst v. Pf. 16, T.Adr: Cereswax, ☎ Bergod. 227, Billw., oberer Landweg 62/64 [238,845,509,876]
